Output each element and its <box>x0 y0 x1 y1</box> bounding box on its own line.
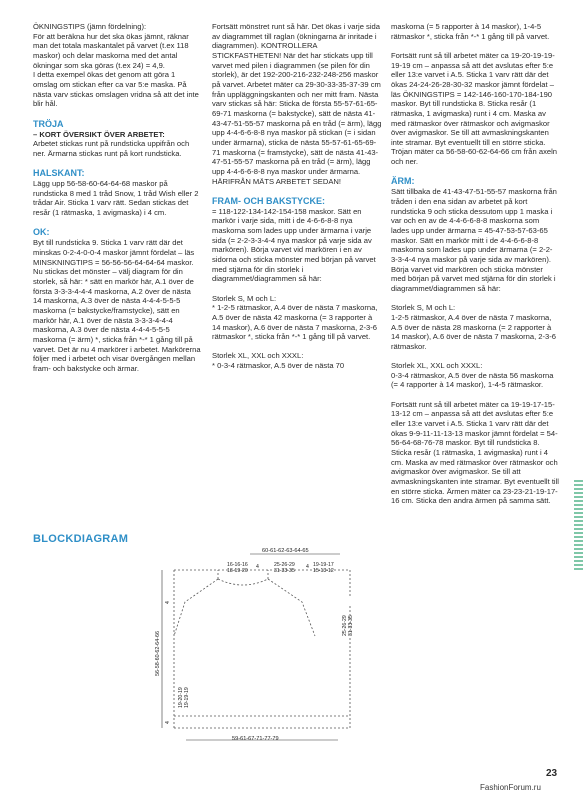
fram-bakstycke-paragraph: = 118-122-134-142-154-158 maskor. Sätt en markör i varje sida, mitt i de 4-6-6-8-8 nya maskorna som lades upp under ärmarna i varje sida (= 2-2-3-3-4-4 nya maskor på varje sida av markören). Börja varvet vid markören i en av sidorna och sticka mönster med början på varvet med stjärna för din storlek i diagrammet/diagrammen så här: <box>212 206 376 284</box>
blockdiagram-title: BLOCKDIAGRAM <box>33 533 129 545</box>
ok-paragraph: Byt till rundsticka 9. Sticka 1 varv rätt där det minskas 0-2-4-0-0-4 maskor jämnt fördelat – läs MINSKNINGTIPS = 56-56-56-64-64-64 maskor. Nu stickas det mönster – välj diagram för din storlek, så här: * sätt en markör här, A.1 över de första 3-3-3-4-4-4 maskorna, A.2 över de nästa 14 maskorna, A.3 över de nästa 4-4-4-5-5-5 maskorna (= bakstycke/framstycke), sätt en markör här, A.1 över de nästa 3-3-3-4-4-4 maskorna, A.3 över de nästa 4-4-4-5-5-5 maskorna (= ärm) *, sticka från *-* 1 gång till på varvet. Det är nu 4 markörer i arbetet. Markörerna följer med i arbetet och visar övergången mellan fram- och bakstycke och ärmar. <box>33 238 201 373</box>
page-number: 23 <box>546 768 558 779</box>
text-column-1 <box>33 22 201 383</box>
body-lower-label: 19-20-1919-19-19 <box>178 687 190 708</box>
heading-fram-bakstycke: FRAM- OCH BAKSTYCKE: <box>212 195 325 206</box>
arm-size-sml-paragraph: Storlek S, M och L: 1-2-5 rätmaskor, A.4 över de nästa 7 maskorna, A.5 över de nästa 28 maskorna (= 2 rapporter à 14 maskor), A.6 över de nästa 7 maskorna, 2-3-6 rätmaskor. <box>391 303 557 351</box>
text-column-2 <box>212 22 382 380</box>
raglan-right <box>268 579 315 636</box>
top-width-label: 60-61-62-63-64-65 <box>262 548 309 554</box>
yoke-right-label: 25-26-2931-33-35 <box>342 615 354 636</box>
block-diagram <box>150 536 365 751</box>
continue-paragraph: maskorna (= 5 rapporter à 14 maskor), 1-4-5 rätmaskor *, sticka från *-* 1 gång till på varvet. <box>391 22 550 41</box>
halskant-paragraph: Lägg upp 56-58-60-64-64-68 maskor på rundsticka 8 med 1 tråd Snow, 1 tråd Wish eller 2 trådar Air. Sticka 1 varv rätt. Sedan stickas det resår (1 rätmaska, 1 avigmaska) i 4 cm. <box>33 179 199 218</box>
arm-finish-paragraph: Fortsätt runt så till arbetet mäter ca 19-19-17-15-13-12 cm – anpassa så att det avslutas efter 5:e eller 13:e varvet i A.5. Sticka 1 varv rätt där det ökas 9-9-11-11-13-13 maskor jämnt fördelat = 54-56-64-68-76-78 maskor. Byt till rundsticka 8. Sticka resår (1 rätmaska, 1 avigmaska) runt i 4 cm. Maska av med rätmaskor över rätmaskor och avigmaskor över avigmaskor. Se till att avmaskningskanten inte stramar. Byt eventuellt till en större sticka. Ärmen mäter ca 23-23-21-19-17-16 cm. Sticka den andra ärmen på samma sätt. <box>391 399 559 506</box>
raglan-left <box>174 579 218 636</box>
size-sml-paragraph: Storlek S, M och L: * 1-2-5 rätmaskor, A.4 över de nästa 7 maskorna, A.5 över de nästa 42 maskorna (= 3 rapporter à 14 maskor), A.6 över de nästa 7 maskorna, 2-3-6 rätmaskor *, sticka från *-* 1 gång till på varvet. <box>212 293 378 342</box>
troja-paragraph: Arbetet stickas runt på rundsticka uppifrån och ner. Ärmarna stickas runt på kort rundsticka. <box>33 139 190 158</box>
arm-size-xl-paragraph: Storlek XL, XXL och XXXL: 0-3-4 rätmaskor, A.5 över de nästa 56 maskorna (= 4 rapporter à 14 maskor), 1-4-5 rätmaskor. <box>391 361 554 390</box>
body-finish-paragraph: Fortsätt runt så till arbetet mäter ca 19-20-19-19-19-19 cm – anpassa så att det avslutas efter 5:e eller 13:e varvet i A.5. Sticka 1 varv rätt där det ökas 24-24-26-28-30-32 maskor jämnt fördelat – läs ÖKNINGSTIPS = 142-146-160-170-184-190 maskor. Byt till rundsticka 8. Sticka resår (1 rätmaska, 1 avigmaska) runt i 4 cm. Maska av med rätmaskor över rätmaskor och avigmaskor över avigmaskor. Se till att avmaskningskanten inte stramar. Byt eventuellt till en större sticka. Tröjan mäter ca 56-58-60-62-64-66 cm från axeln och ner. <box>391 50 558 167</box>
increase-tips-paragraph: ÖKNINGSTIPS (jämn fördelning): För att beräkna hur det ska ökas jämnt, räknar man det totala maskantalet på varvet (t.ex 118 maskor) och delar maskorna med det antal ökningar som ska göras (t.ex 24) = 4,9. I detta exempel ökas det genom att göra 1 omslag om stickan efter ca var 5:e maska. På nästa varv stickas omslagen vridna så att det inte blir hål. <box>33 22 199 109</box>
neck-curve <box>218 579 268 585</box>
neck-a-label: 16-16-16 18-19-20 <box>227 562 248 574</box>
diagram-outline <box>174 570 350 728</box>
neck-b-label: 25-26-29 31-33-35 <box>274 562 295 574</box>
size-xl-paragraph: Storlek XL, XXL och XXXL: * 0-3-4 rätmaskor, A.5 över de nästa 70 <box>212 351 345 371</box>
neck-4a-label: 4 <box>256 564 259 570</box>
heading-halskant: HALSKANT: <box>33 168 85 179</box>
rib-4-label: 4 <box>165 721 171 724</box>
subheading-overview: – KORT ÖVERSIKT ÖVER ARBETET: <box>33 129 165 139</box>
heading-arm: ÄRM: <box>391 176 415 187</box>
body-length-label: 56-58-60-62-64-66 <box>155 631 161 676</box>
watermark: FashionForum.ru <box>480 783 541 792</box>
yoke-continue-paragraph: Fortsätt mönstret runt så här. Det ökas i varje sida av diagrammet till raglan (ökningarna är inritade i diagrammen). KONTROLLERA STICKFASTHETEN! När det har stickats upp till varvet med pilen i diagrammen (se pilen för din storlek), är det 192-200-216-232-248-256 maskor på varvet. Arbetet mäter ca 29-30-33-35-37-39 cm från uppläggningskanten och ner mitt fram. Nästa varv stickas så här: Sticka de första 55-57-61-65-69-71 maskorna (= bakstycke), sätt de nästa 41-43-47-51-55-57 maskorna på en tråd (= ärm), lägg upp 4-4-6-6-8-8 nya maskor på stickan (= i sidan under ärmarna), sticka de nästa 55-57-61-65-69-71 maskorna (= framstycke), sätt de nästa 41-43-47-51-55-57 maskorna på en tråd (= ärm), lägg upp 4-4-6-6-8-8 nya maskor under ärmarna. HÄRIFRÅN MÄTS ARBETET SEDAN! <box>212 22 382 186</box>
arm-paragraph: Sätt tillbaka de 41-43-47-51-55-57 maskorna från tråden i den ena sidan av arbetet på kort rundsticka 9 och sticka dessutom upp 1 maska i var och en av de 4-4-6-6-8-8 maskorna som lades upp under ärmarna = 45-47-53-57-63-65 maskor. Sätt en markör mitt i de 4-4-6-6-8-8 maskorna som lades upp under ärmarna (= 2-2-3-3-4-4 nya maskor på varje sida av markören). Börja varvet vid markören och sticka mönster med början på varvet med stjärna för din storlek i diagrammet/diagrammen så här: <box>391 187 557 293</box>
heading-ok: OK: <box>33 227 50 238</box>
bottom-width-label: 59-61-67-71-77-79 <box>232 736 279 742</box>
side-4-top-label: 4 <box>165 601 171 604</box>
neck-c-label: 19-19-17 15-13-12 <box>313 562 334 574</box>
neck-4b-label: 4 <box>306 564 309 570</box>
text-column-3 <box>391 22 559 515</box>
heading-troja: TRÖJA <box>33 118 64 129</box>
decorative-stripe <box>574 480 583 570</box>
